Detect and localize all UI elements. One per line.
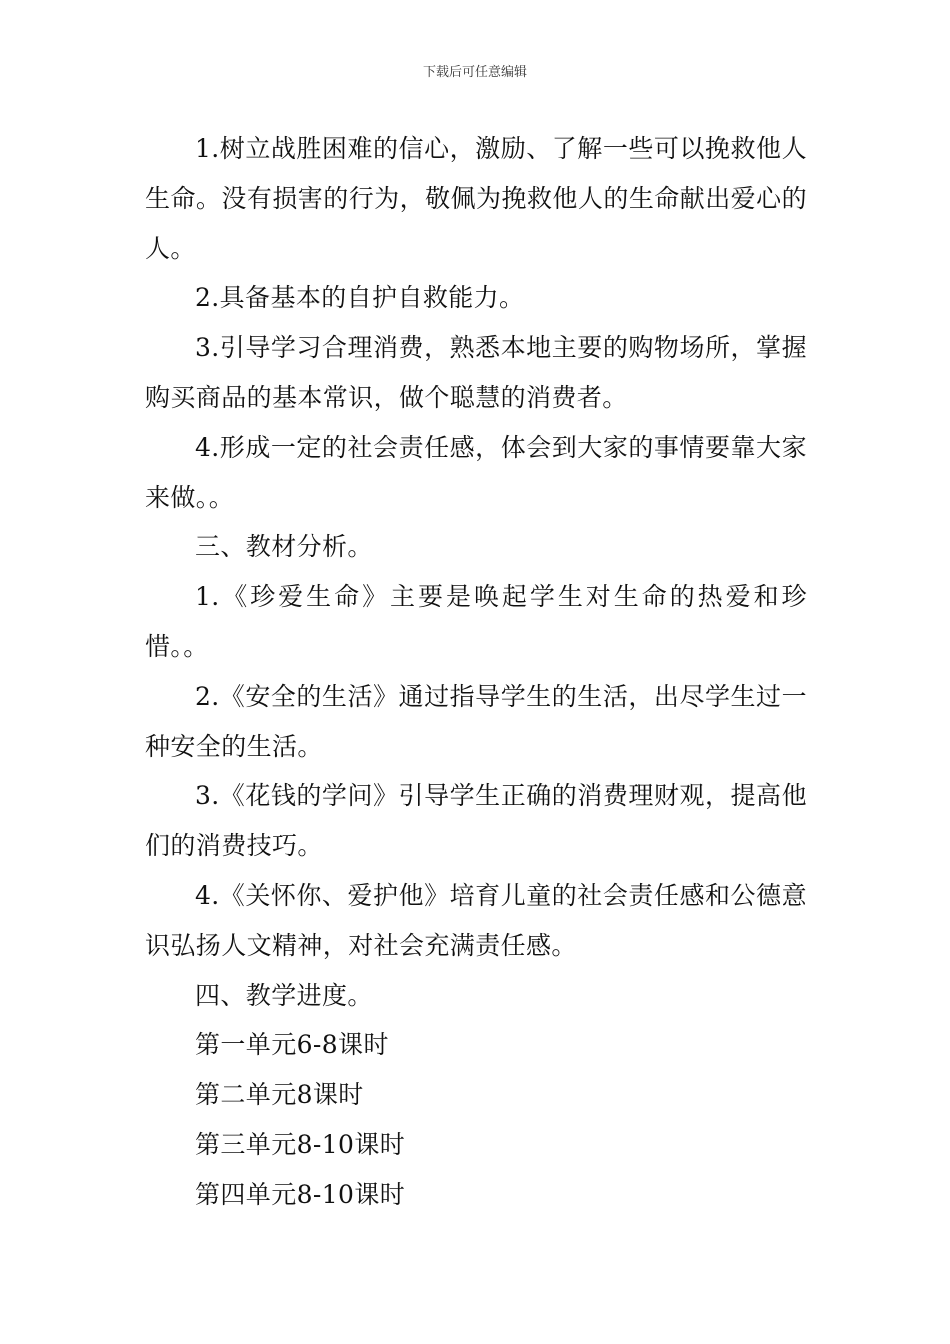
schedule-unit-1: 第一单元6-8课时 xyxy=(195,1030,389,1060)
section-heading-teaching-schedule: 四、教学进度。 xyxy=(195,980,373,1010)
paragraph-goal-2: 2.具备基本的自护自救能力。 xyxy=(195,283,525,313)
paragraph-analysis-1: 1.《珍爱生命》主要是唤起学生对生命的热爱和珍惜。。 xyxy=(145,582,807,661)
page-header: 下载后可任意编辑 xyxy=(422,65,527,80)
paragraph-analysis-4: 4.《关怀你、爱护他》培育儿童的社会责任感和公德意识弘扬人文精神，对社会充满责任感。 xyxy=(145,880,807,960)
schedule-unit-4: 第四单元8-10课时 xyxy=(195,1179,406,1209)
section-heading-textbook-analysis: 三、教材分析。 xyxy=(195,532,373,562)
paragraph-goal-3: 3.引导学习合理消费，熟悉本地主要的购物场所，掌握购买商品的基本常识，做个聪慧的消费者。 xyxy=(145,333,807,412)
schedule-unit-2: 第二单元8课时 xyxy=(195,1080,364,1110)
paragraph-analysis-3: 3.《花钱的学问》引导学生正确的消费理财观，提高他们的消费技巧。 xyxy=(145,781,807,861)
paragraph-goal-1: 1.树立战胜困难的信心，激励、了解一些可以挽救他人生命。没有损害的行为，敬佩为挽救他人的生命献出爱心的人。 xyxy=(145,134,807,263)
paragraph-goal-4: 4.形成一定的社会责任感，体会到大家的事情要靠大家来做。。 xyxy=(145,432,807,512)
document-body xyxy=(145,124,807,1220)
paragraph-analysis-2: 2.《安全的生活》通过指导学生的生活，出尽学生过一种安全的生活。 xyxy=(145,681,807,761)
schedule-unit-3: 第三单元8-10课时 xyxy=(195,1129,406,1159)
